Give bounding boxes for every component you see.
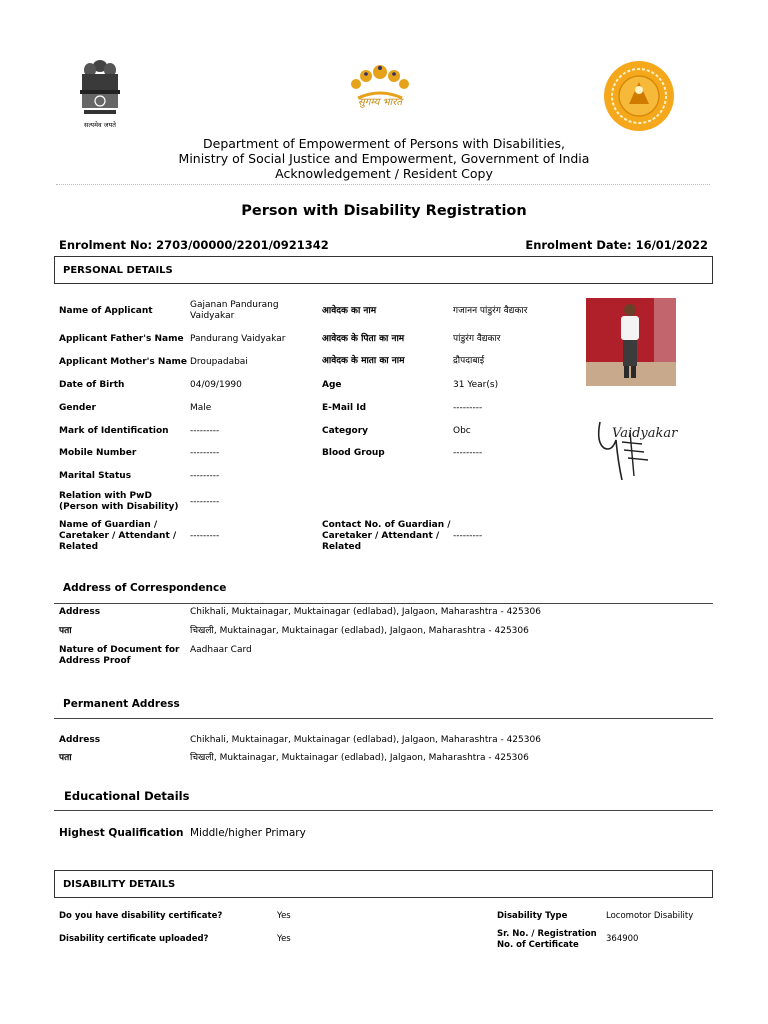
permanent-address-hindi-value: चिखली, Muktainagar, Muktainagar (edlabad), Jalgaon, Maharashtra - 425306 [190, 753, 529, 763]
applicant-name-hindi-value: गजानन पांडुरंग वैद्यकार [453, 306, 528, 316]
cert-uploaded-value: Yes [277, 934, 291, 944]
email-value: --------- [453, 403, 483, 413]
guardian-contact-value: --------- [453, 531, 483, 541]
age-value: 31 Year(s) [453, 380, 499, 390]
applicant-photo [586, 298, 676, 386]
center-logo-caption: सुगम्य भारत [357, 97, 403, 108]
relation-label [59, 491, 179, 513]
correspondence-address-label: Address [59, 607, 101, 617]
cert-regno-label-line1: Sr. No. / Registration [497, 929, 597, 939]
cert-regno-value: 364900 [606, 934, 639, 944]
correspondence-rule [54, 603, 713, 604]
gender-label: Gender [59, 403, 96, 413]
applicant-name-hindi-label: आवेदक का नाम [322, 306, 377, 316]
enrolment-date: Enrolment Date: 16/01/2022 [525, 238, 708, 252]
guardian-label-line3: Related [59, 542, 99, 552]
correspondence-address-hindi-label: पता [59, 626, 72, 636]
mobile-label: Mobile Number [59, 448, 137, 458]
blood-group-value: --------- [453, 448, 483, 458]
permanent-rule [54, 718, 713, 719]
page-title: Person with Disability Registration [241, 203, 527, 219]
signature-text: Vaidyakar [612, 426, 678, 441]
mark-identification-value: --------- [190, 426, 220, 436]
disability-details-heading: DISABILITY DETAILS [54, 870, 713, 898]
qualification-value: Middle/higher Primary [190, 827, 306, 839]
marital-status-value: --------- [190, 471, 220, 481]
correspondence-address-hindi-value: चिखली, Muktainagar, Muktainagar (edlabad), Jalgaon, Maharashtra - 425306 [190, 626, 529, 636]
gender-value: Male [190, 403, 212, 413]
address-proof-value: Aadhaar Card [190, 645, 252, 655]
permanent-address-value: Chikhali, Muktainagar, Muktainagar (edlabad), Jalgaon, Maharashtra - 425306 [190, 735, 541, 745]
guardian-contact-label-line3: Related [322, 542, 362, 552]
email-label: E-Mail Id [322, 403, 367, 413]
cert-regno-label [497, 929, 597, 951]
mark-identification-label: Mark of Identification [59, 426, 169, 436]
disability-type-value: Locomotor Disability [606, 911, 694, 921]
header-divider [56, 184, 710, 185]
cert-uploaded-label: Disability certificate uploaded? [59, 934, 209, 944]
age-label: Age [322, 380, 342, 390]
guardian-contact-label-line2: Caretaker / Attendant / [322, 531, 440, 541]
father-name-value: Pandurang Vaidyakar [190, 334, 286, 344]
mother-name-value: Droupadabai [190, 357, 248, 367]
education-rule [54, 810, 713, 811]
personal-details-heading: PERSONAL DETAILS [54, 256, 713, 284]
mother-name-label: Applicant Mother's Name [59, 357, 187, 367]
relation-label-line1: Relation with PwD [59, 491, 152, 501]
correspondence-address-value: Chikhali, Muktainagar, Muktainagar (edlabad), Jalgaon, Maharashtra - 425306 [190, 607, 541, 617]
relation-label-line2: (Person with Disability) [59, 502, 179, 512]
guardian-contact-label-line1: Contact No. of Guardian / [322, 520, 451, 530]
disability-type-label: Disability Type [497, 911, 568, 921]
national-emblem-logo [72, 56, 128, 136]
father-name-hindi-label: आवेदक के पिता का नाम [322, 334, 405, 344]
education-heading: Educational Details [64, 789, 190, 803]
mother-name-hindi-value: द्रौपदाबाई [453, 356, 485, 366]
header-ministry: Ministry of Social Justice and Empowerment, Government of India [178, 151, 590, 166]
header-copy-type: Acknowledgement / Resident Copy [275, 166, 493, 181]
correspondence-heading: Address of Correspondence [63, 582, 227, 594]
blood-group-label: Blood Group [322, 448, 385, 458]
address-proof-label-line1: Nature of Document for [59, 645, 180, 655]
permanent-address-hindi-label: पता [59, 753, 72, 763]
disability-cert-value: Yes [277, 911, 291, 921]
emblem-caption: सत्यमेव जयते [84, 121, 116, 129]
guardian-name-label [59, 520, 176, 553]
guardian-label-line1: Name of Guardian / [59, 520, 158, 530]
dob-value: 04/09/1990 [190, 380, 242, 390]
guardian-contact-label [322, 520, 451, 553]
permanent-address-label: Address [59, 735, 101, 745]
relation-value: --------- [190, 497, 220, 507]
cert-regno-label-line2: No. of Certificate [497, 940, 579, 950]
dob-label: Date of Birth [59, 380, 125, 390]
enrolment-number: Enrolment No: 2703/00000/2201/0921342 [59, 238, 329, 252]
marital-status-label: Marital Status [59, 471, 132, 481]
father-name-hindi-value: पांडुरंग वैद्यकार [453, 334, 501, 344]
father-name-label: Applicant Father's Name [59, 334, 184, 344]
category-label: Category [322, 426, 369, 436]
applicant-name-value: Gajanan Pandurang Vaidyakar [190, 300, 279, 321]
applicant-name-label: Name of Applicant [59, 306, 153, 316]
mother-name-hindi-label: आवेदक के माता का नाम [322, 356, 405, 366]
guardian-label-line2: Caretaker / Attendant / [59, 531, 177, 541]
disability-cert-label: Do you have disability certificate? [59, 911, 223, 921]
applicant-signature [590, 402, 676, 484]
permanent-heading: Permanent Address [63, 698, 180, 710]
mobile-value: --------- [190, 448, 220, 458]
category-value: Obc [453, 426, 471, 436]
header-department: Department of Empowerment of Persons with Disabilities, [203, 136, 565, 151]
maharashtra-seal-logo [602, 60, 676, 132]
address-proof-label-line2: Address Proof [59, 656, 131, 666]
address-proof-label [59, 645, 179, 667]
qualification-label: Highest Qualification [59, 827, 184, 839]
accessible-india-logo [344, 58, 416, 118]
guardian-name-value: --------- [190, 531, 220, 541]
